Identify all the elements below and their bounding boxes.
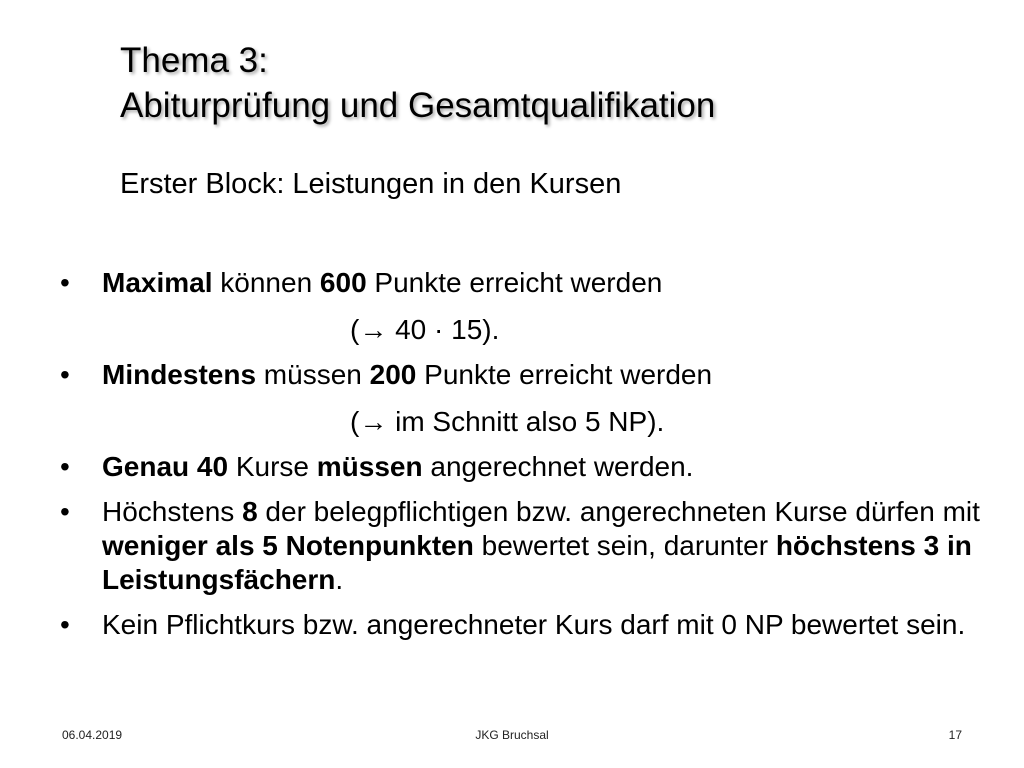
- bullet-text: können: [212, 267, 320, 298]
- bullet-text: Punkte erreicht werden: [416, 359, 713, 390]
- slide-title: [120, 38, 715, 128]
- bullet-bold-text: Maximal: [102, 267, 213, 298]
- slide-title-line-2: Abiturprüfung und Gesamtqualifikation: [120, 86, 716, 125]
- bullet-item: [60, 608, 980, 642]
- footer-organization: JKG Bruchsal: [475, 728, 549, 742]
- slide-title-line-1: Thema 3:: [120, 41, 268, 80]
- footer-page-number: 17: [948, 728, 962, 742]
- bullet-bold-text: müssen: [316, 451, 423, 482]
- bullet-item: [60, 266, 980, 347]
- bullet-bold-text: 200: [369, 359, 417, 390]
- bullet-text: der belegpflichtigen bzw. angerechneten Kurse dürfen mit: [257, 496, 980, 527]
- bullet-text: Kein Pflichtkurs bzw. angerechneter Kurs darf mit 0 NP bewertet sein.: [102, 609, 966, 640]
- bullet-text: angerechnet werden.: [422, 451, 694, 482]
- bullet-text: Höchstens: [102, 496, 243, 527]
- bullet-point-icon: •: [60, 451, 70, 482]
- bullet-continuation: (→ im Schnitt also 5 NP).: [350, 406, 665, 437]
- bullet-item: [60, 358, 980, 439]
- bullet-bold-text: Genau 40: [102, 451, 229, 482]
- bullet-bold-text: Mindestens: [102, 359, 257, 390]
- bullet-bold-text: 600: [319, 267, 367, 298]
- bullet-point-icon: •: [60, 359, 70, 390]
- bullet-bold-text: weniger als 5 Notenpunkten: [102, 530, 474, 561]
- bullet-point-icon: •: [60, 609, 70, 640]
- slide-subtitle: Erster Block: Leistungen in den Kursen: [120, 168, 622, 200]
- bullet-text: Kurse: [228, 451, 317, 482]
- bullet-item: [60, 450, 980, 484]
- bullet-text: .: [335, 564, 344, 595]
- bullet-bold-text: höchstens 3 in Leistungsfächern: [102, 530, 972, 595]
- bullet-text: müssen: [256, 359, 370, 390]
- bullet-continuation: (→ 40 · 15).: [350, 314, 500, 345]
- bullet-item: [60, 495, 980, 597]
- bullet-list: [60, 266, 980, 653]
- bullet-point-icon: •: [60, 267, 70, 298]
- footer-date: 06.04.2019: [62, 728, 123, 742]
- bullet-text: bewertet sein, darunter: [473, 530, 776, 561]
- bullet-bold-text: 8: [242, 496, 258, 527]
- bullet-text: Punkte erreicht werden: [366, 267, 663, 298]
- bullet-point-icon: •: [60, 496, 70, 527]
